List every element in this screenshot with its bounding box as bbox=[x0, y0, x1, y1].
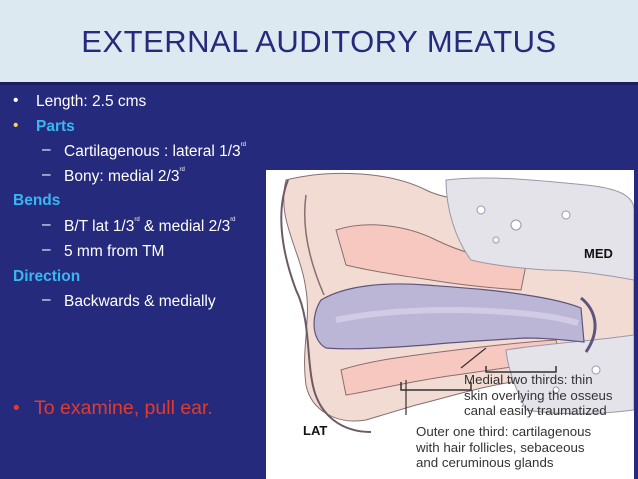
bends-heading: Bends bbox=[13, 192, 61, 209]
lat-label: LAT bbox=[303, 423, 328, 438]
ear-canal-figure bbox=[266, 170, 634, 479]
bullet-dot: • bbox=[13, 398, 20, 419]
superscript: rd bbox=[230, 217, 236, 223]
parts-heading: Parts bbox=[36, 118, 75, 135]
dash-marker: – bbox=[42, 141, 51, 158]
length-text: Length: 2.5 cms bbox=[36, 93, 147, 110]
backwards-text: Backwards & medially bbox=[64, 293, 216, 310]
bony-item bbox=[64, 168, 185, 186]
caption-outer bbox=[416, 424, 591, 471]
med-label: MED bbox=[584, 246, 613, 261]
slide-title: EXTERNAL AUDITORY MEATUS bbox=[81, 24, 557, 59]
header-divider bbox=[0, 82, 638, 85]
dash-marker: – bbox=[42, 216, 51, 233]
dash-marker: – bbox=[42, 166, 51, 183]
bullet-dot: • bbox=[13, 117, 19, 134]
dash-marker: – bbox=[42, 291, 51, 308]
caption-line: Medial two thirds: thin bbox=[464, 372, 593, 387]
cartilagenous-item bbox=[64, 143, 246, 161]
superscript: rd bbox=[179, 167, 185, 173]
caption-line: and ceruminous glands bbox=[416, 455, 554, 470]
superscript: rd bbox=[240, 142, 246, 148]
caption-line: with hair follicles, sebaceous bbox=[416, 439, 585, 455]
between-text: B/T lat 1/3 bbox=[64, 218, 135, 235]
dash-marker: – bbox=[42, 241, 51, 258]
mm-text: 5 mm from TM bbox=[64, 243, 165, 260]
caption-medial bbox=[464, 372, 613, 419]
caption-line: Outer one third: cartilagenous bbox=[416, 424, 592, 439]
between-text-2: & medial 2/3 bbox=[139, 218, 231, 235]
examine-text: To examine, pull ear. bbox=[34, 397, 213, 419]
caption-line: skin overlying the osseus bbox=[464, 387, 613, 403]
cartilagenous-text: Cartilagenous : lateral 1/3 bbox=[64, 143, 241, 160]
superscript: rd bbox=[134, 217, 140, 223]
direction-heading: Direction bbox=[13, 268, 81, 285]
caption-line: canal easily traumatized bbox=[464, 403, 607, 418]
between-item bbox=[64, 218, 236, 236]
bony-text: Bony: medial 2/3 bbox=[64, 168, 180, 185]
bullet-dot: • bbox=[13, 92, 19, 109]
